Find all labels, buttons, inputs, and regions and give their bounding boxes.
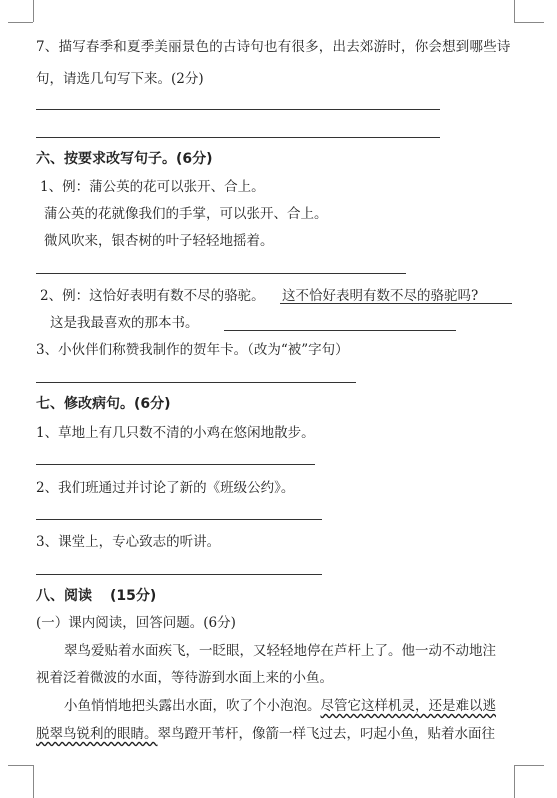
s6-item2: 2、例：这恰好表明有数不尽的骆驼。	[40, 288, 265, 304]
crop-mark-bottom-left-h	[8, 765, 33, 766]
crop-mark-bottom-left-v	[33, 765, 34, 798]
crop-mark-top-left-h	[8, 22, 33, 23]
passage-p2-line2-plain: 翠鸟蹬开苇杆，像箭一样飞过去，叼起小鱼，贴着水面往	[157, 726, 495, 742]
passage-p2-line1-plain: 小鱼悄悄地把头露出水面，吹了个小泡泡。	[64, 698, 321, 714]
crop-mark-bottom-right-v	[514, 765, 515, 798]
q7-line2: 句，请选几句写下来。(2分)	[36, 71, 204, 87]
s6-item3-answer-line[interactable]	[36, 382, 356, 383]
q7-answer-line-2[interactable]	[36, 137, 440, 138]
passage-p2-line2-marked: 脱翠鸟锐利的眼睛。	[36, 726, 158, 742]
section8-score: (15分)	[110, 588, 157, 604]
q7-answer-line-1[interactable]	[36, 109, 440, 110]
s7-item1-answer-line[interactable]	[36, 464, 315, 465]
s6-item1-task: 微风吹来，银杏树的叶子轻轻地摇着。	[44, 233, 274, 249]
crop-mark-bottom-right-h	[514, 765, 544, 766]
crop-mark-top-right-h	[514, 22, 544, 23]
s6-item2-example-underline	[280, 303, 512, 304]
crop-mark-top-left-v	[33, 0, 34, 22]
crop-mark-top-right-v	[514, 0, 515, 22]
passage-p1-line2: 视着泛着微波的水面，等待游到水面上来的小鱼。	[36, 670, 333, 686]
q7-line1: 7、描写春季和夏季美丽景色的古诗句也有很多，出去郊游时，你会想到哪些诗	[36, 39, 511, 55]
s6-item3: 3、小伙伴们称赞我制作的贺年卡。（改为“被”字句）	[36, 342, 349, 358]
s6-item2-answer-line[interactable]	[224, 330, 456, 331]
s7-item3: 3、课堂上，专心致志的听讲。	[36, 534, 221, 550]
s6-item2-task: 这是我最喜欢的那本书。	[50, 315, 199, 331]
passage-p2-line1	[64, 697, 496, 715]
s7-item3-answer-line[interactable]	[36, 574, 322, 575]
passage-p2-line2	[36, 725, 495, 743]
passage-p2-line1-marked: 尽管它这样机灵，还是难以逃	[320, 698, 496, 714]
passage-p1-line1: 翠鸟爱贴着水面疾飞，一眨眼，又轻轻地停在芦杆上了。他一动不动地注	[64, 643, 496, 659]
s7-item1: 1、草地上有几只数不清的小鸡在悠闲地散步。	[36, 425, 315, 441]
s6-item1-answer-line[interactable]	[36, 273, 406, 274]
s8-subsection: (一）课内阅读，回答问题。(6分)	[36, 615, 236, 631]
s7-item2-answer-line[interactable]	[36, 519, 322, 520]
s6-item1: 1、例：蒲公英的花可以张开、合上。	[40, 179, 265, 195]
s7-item2: 2、我们班通过并讨论了新的《班级公约》。	[36, 480, 295, 496]
section8-title: 八、阅读	[36, 588, 92, 604]
s6-item2-answer: 这不恰好表明有数不尽的骆驼吗?	[282, 288, 479, 304]
section7-title: 七、修改病句。(6分)	[36, 396, 171, 412]
section6-title: 六、按要求改写句子。(6分)	[36, 151, 213, 167]
s6-item1-example: 蒲公英的花就像我们的手掌，可以张开、合上。	[44, 206, 328, 222]
